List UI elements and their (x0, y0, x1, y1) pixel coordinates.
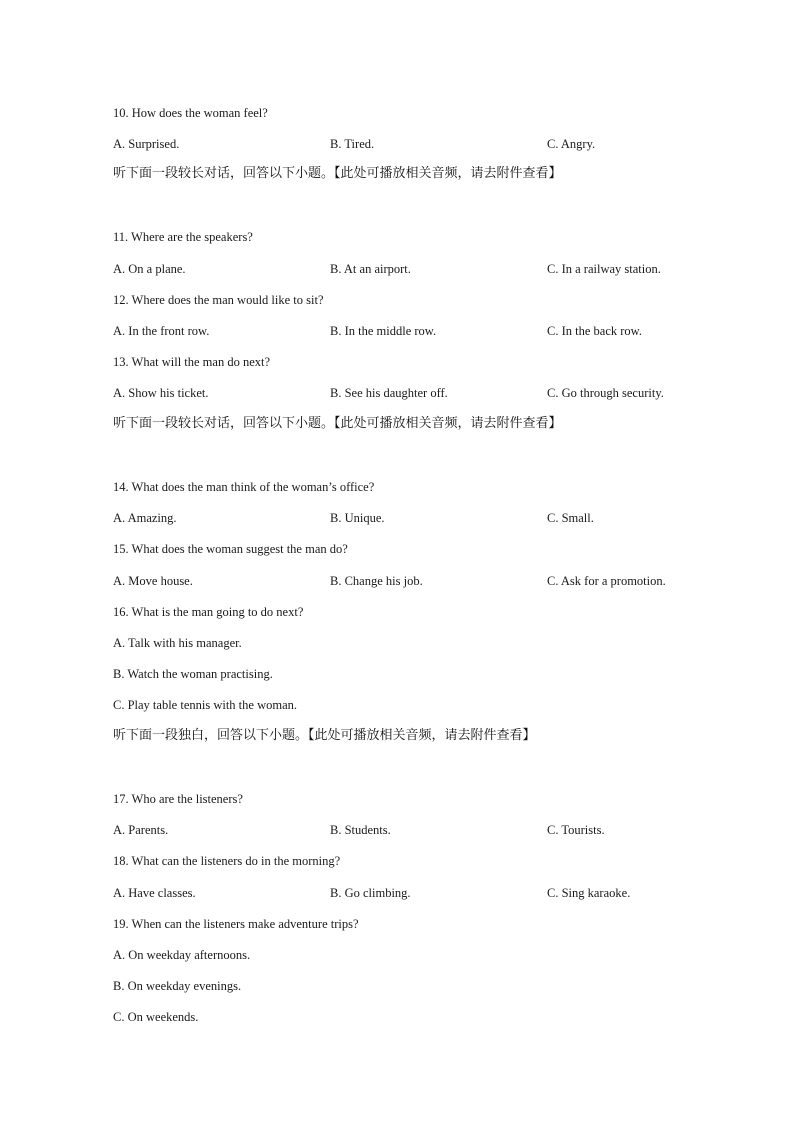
q17-option-a: A. Parents. (113, 823, 169, 837)
q16-option-a: A. Talk with his manager. (113, 636, 242, 650)
q11-option-c: C. In a railway station. (547, 262, 661, 276)
q14-option-a: A. Amazing. (113, 511, 177, 525)
question-17: 17. Who are the listeners? (113, 792, 243, 806)
question-14: 14. What does the man think of the woman’s office? (113, 480, 375, 494)
question-10: 10. How does the woman feel? (113, 106, 268, 120)
q13-option-a: A. Show his ticket. (113, 386, 209, 400)
question-11: 11. Where are the speakers? (113, 230, 253, 244)
q10-option-b: B. Tired. (330, 137, 375, 151)
q19-option-c: C. On weekends. (113, 1010, 199, 1024)
q12-option-c: C. In the back row. (547, 324, 642, 338)
q18-option-a: A. Have classes. (113, 886, 196, 900)
q12-option-a: A. In the front row. (113, 324, 210, 338)
q18-option-c: C. Sing karaoke. (547, 886, 631, 900)
q19-option-a: A. On weekday afternoons. (113, 948, 251, 962)
question-18: 18. What can the listeners do in the morning? (113, 854, 341, 868)
q19-option-b: B. On weekday evenings. (113, 979, 242, 993)
question-19: 19. When can the listeners make adventure trips? (113, 917, 359, 931)
q16-option-c: C. Play table tennis with the woman. (113, 698, 298, 712)
q10-option-a: A. Surprised. (113, 137, 180, 151)
q13-option-c: C. Go through security. (547, 386, 664, 400)
q13-option-b: B. See his daughter off. (330, 386, 448, 400)
q11-option-a: A. On a plane. (113, 262, 186, 276)
question-12: 12. Where does the man would like to sit? (113, 293, 324, 307)
q18-option-b: B. Go climbing. (330, 886, 411, 900)
q17-option-c: C. Tourists. (547, 823, 605, 837)
q15-option-c: C. Ask for a promotion. (547, 574, 666, 588)
question-13: 13. What will the man do next? (113, 355, 271, 369)
q14-option-b: B. Unique. (330, 511, 385, 525)
question-16: 16. What is the man going to do next? (113, 605, 304, 619)
question-15: 15. What does the woman suggest the man do? (113, 542, 348, 556)
instruction-dialogue-2: 听下面一段较长对话，回答以下小题。【此处可播放相关音频，请去附件查看】 (113, 416, 562, 431)
q14-option-c: C. Small. (547, 511, 594, 525)
q12-option-b: B. In the middle row. (330, 324, 437, 338)
instruction-monologue: 听下面一段独白，回答以下小题。【此处可播放相关音频，请去附件查看】 (113, 728, 536, 743)
q17-option-b: B. Students. (330, 823, 391, 837)
q11-option-b: B. At an airport. (330, 262, 411, 276)
q15-option-b: B. Change his job. (330, 574, 423, 588)
instruction-dialogue-1: 听下面一段较长对话，回答以下小题。【此处可播放相关音频，请去附件查看】 (113, 166, 562, 181)
q10-option-c: C. Angry. (547, 137, 596, 151)
q15-option-a: A. Move house. (113, 574, 193, 588)
q16-option-b: B. Watch the woman practising. (113, 667, 273, 681)
